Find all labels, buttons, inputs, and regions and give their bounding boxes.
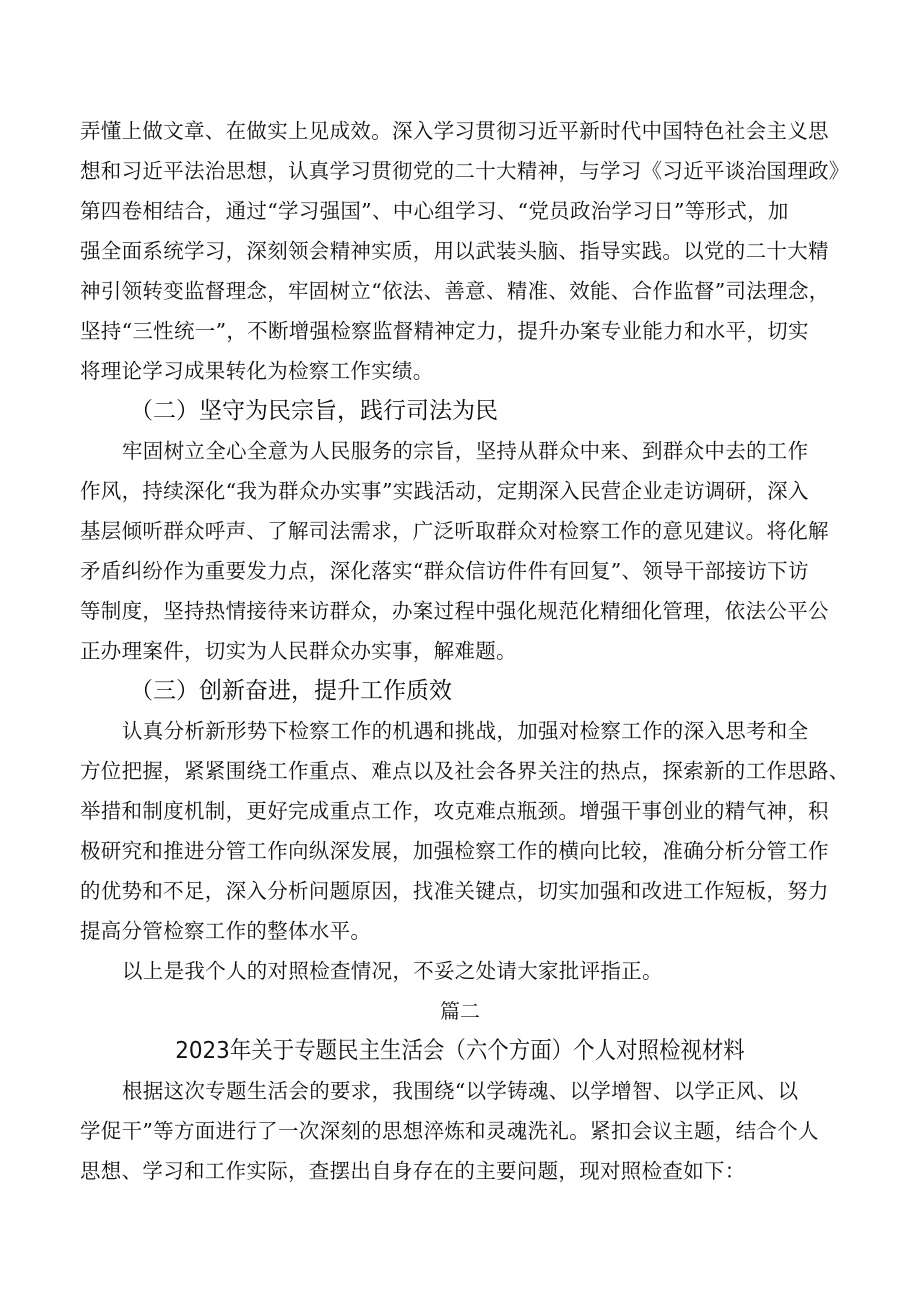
body-line: 基层倾听群众呼声、了解司法需求，广泛听取群众对检察工作的意见建议。将化解 bbox=[80, 519, 829, 543]
body-line: 将理论学习成果转化为检察工作实绩。 bbox=[80, 359, 434, 383]
body-line: 强全面系统学习，深刻领会精神实质，用以武装头脑、指导实践。以党的二十大精 bbox=[80, 239, 829, 263]
body-line: 神引领转变监督理念，牢固树立“依法、善意、精准、效能、合作监督”司法理念， bbox=[80, 279, 830, 303]
body-line: 思想、学习和工作实际，查摆出自身存在的主要问题，现对照检查如下： bbox=[80, 1159, 746, 1183]
closing-line: 以上是我个人的对照检查情况，不妥之处请大家批评指正。 bbox=[122, 959, 663, 983]
body-line: 正办理案件，切实为人民群众办实事，解难题。 bbox=[80, 639, 517, 663]
body-line: 弄懂上做文章、在做实上见成效。深入学习贯彻习近平新时代中国特色社会主义思 bbox=[80, 119, 829, 143]
body-line: 极研究和推进分管工作向纵深发展，加强检察工作的横向比较，准确分析分管工作 bbox=[80, 839, 829, 863]
body-line: 举措和制度机制，更好完成重点工作，攻克难点瓶颈。增强干事创业的精气神，积 bbox=[80, 799, 829, 823]
body-line: 等制度，坚持热情接待来访群众，办案过程中强化规范化精细化管理，依法公平公 bbox=[80, 599, 829, 623]
body-line: 想和习近平法治思想，认真学习贯彻党的二十大精神，与学习《习近平谈治国理政》 bbox=[80, 159, 850, 183]
section-heading: （二）坚守为民宗旨，践行司法为民 bbox=[130, 398, 498, 424]
body-line: 方位把握，紧紧围绕工作重点、难点以及社会各界关注的热点，探索新的工作思路、 bbox=[80, 759, 850, 783]
part-label: 篇二 bbox=[440, 999, 480, 1023]
body-line: 作风，持续深化“我为群众办实事”实践活动，定期深入民营企业走访调研，深入 bbox=[80, 479, 809, 503]
body-line: 认真分析新形势下检察工作的机遇和挑战，加强对检察工作的深入思考和全 bbox=[122, 719, 809, 743]
section-heading: （三）创新奋进，提升工作质效 bbox=[130, 678, 452, 704]
body-line: 提高分管检察工作的整体水平。 bbox=[80, 919, 372, 943]
document-title: 2023年关于专题民主生活会（六个方面）个人对照检视材料 bbox=[175, 1036, 745, 1064]
body-line: 牢固树立全心全意为人民服务的宗旨，坚持从群众中来、到群众中去的工作 bbox=[122, 439, 809, 463]
body-line: 矛盾纠纷作为重要发力点，深化落实“群众信访件件有回复”、领导干部接访下访 bbox=[80, 559, 809, 583]
body-line: 第四卷相结合，通过“学习强国”、中心组学习、“党员政治学习日”等形式，加 bbox=[80, 199, 789, 223]
body-line: 学促干”等方面进行了一次深刻的思想淬炼和灵魂洗礼。紧扣会议主题，结合个人 bbox=[80, 1119, 819, 1143]
body-line: 根据这次专题生活会的要求，我围绕“以学铸魂、以学增智、以学正风、以 bbox=[122, 1079, 799, 1103]
body-line: 的优势和不足，深入分析问题原因，找准关键点，切实加强和改进工作短板，努力 bbox=[80, 879, 829, 903]
body-line: 坚持“三性统一”，不断增强检察监督精神定力，提升办案专业能力和水平，切实 bbox=[80, 319, 809, 343]
